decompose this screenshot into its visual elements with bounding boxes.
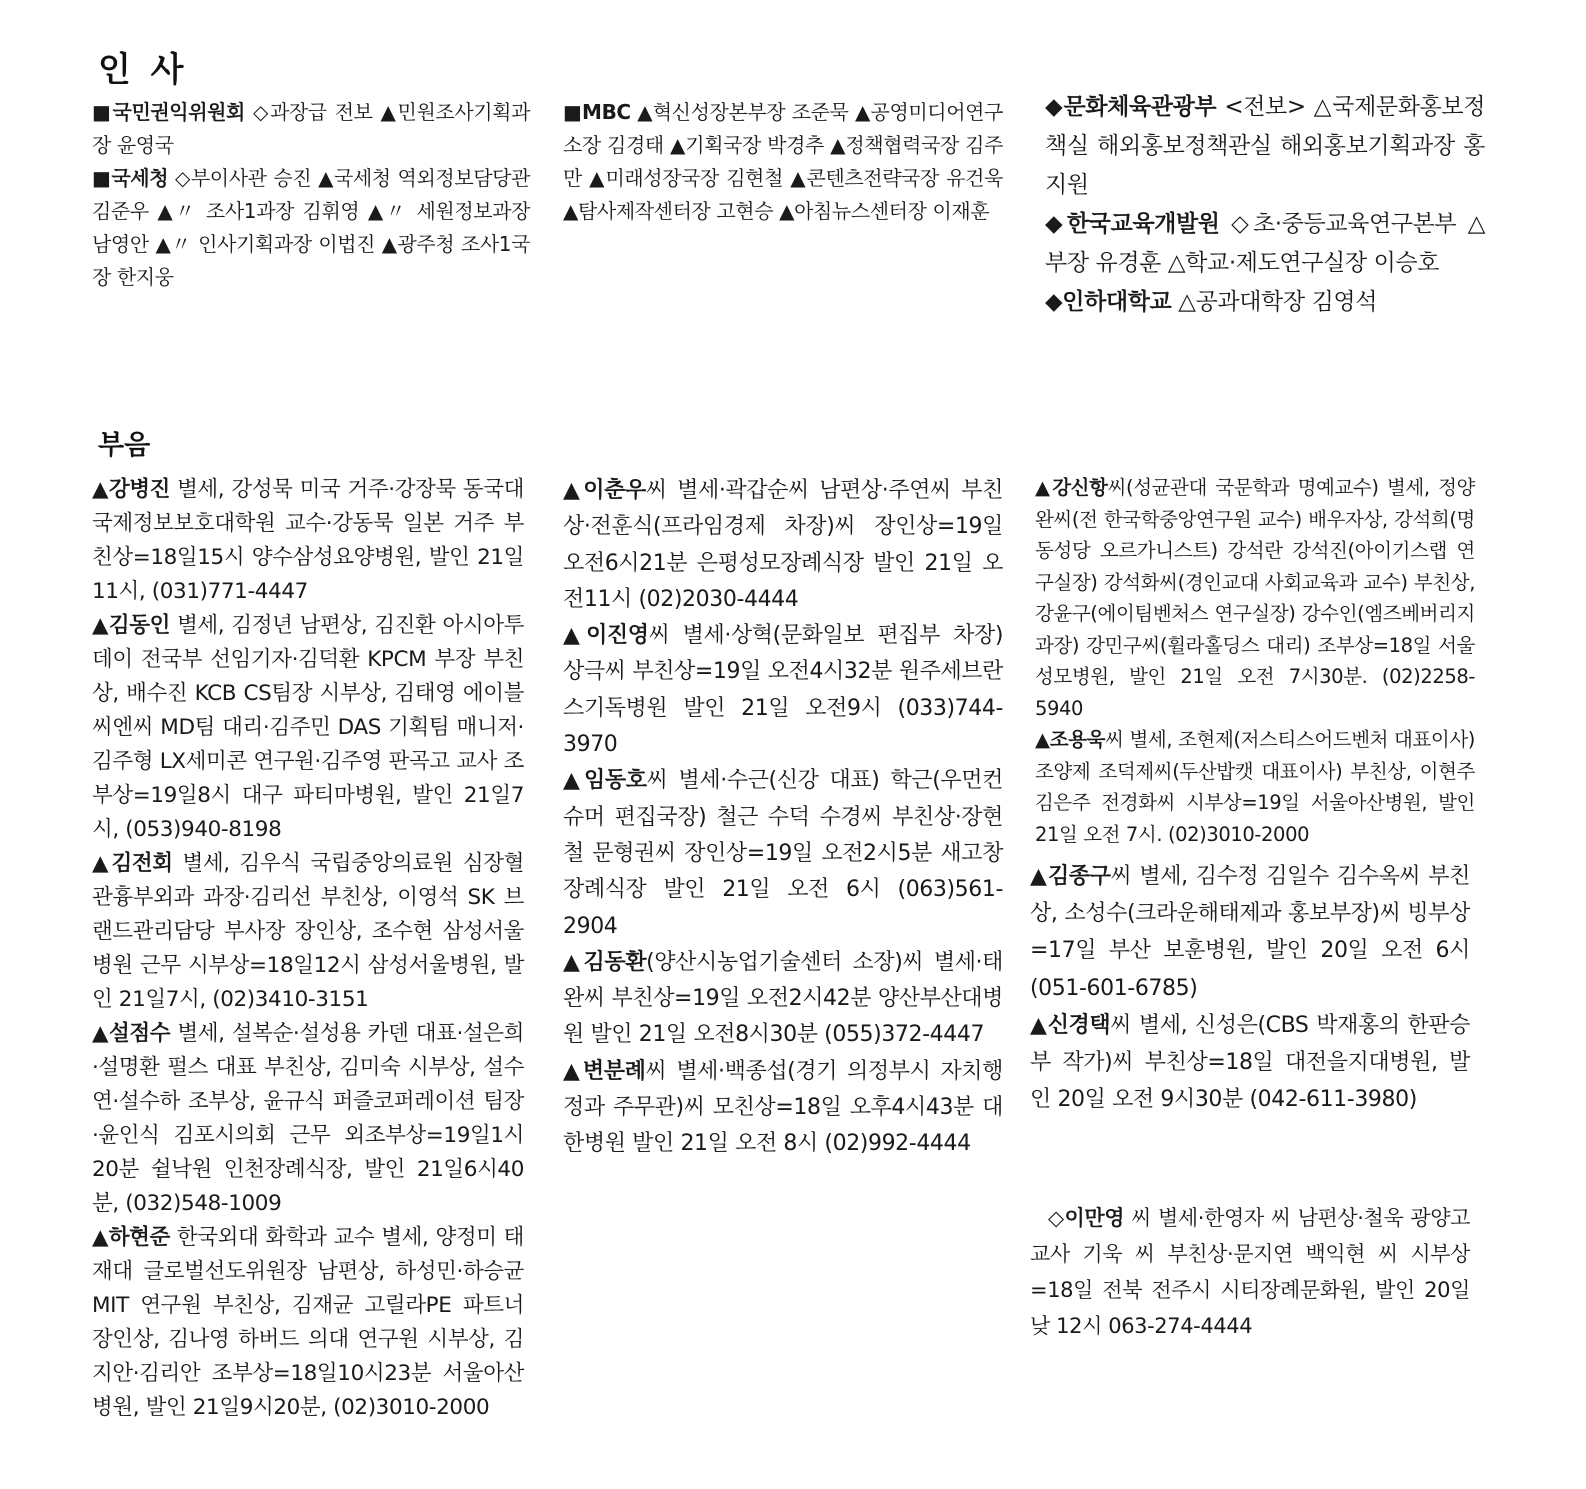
entry — [92, 1017, 524, 1221]
entry-lead: ▲변분례 — [563, 1058, 646, 1084]
entry-lead: ◆인하대학교 — [1045, 289, 1172, 315]
entry-lead: ◆문화체육관광부 — [1045, 94, 1217, 120]
obituary-column-1 — [92, 473, 524, 1425]
entry — [563, 763, 1003, 944]
entry — [92, 96, 530, 162]
entry — [92, 1221, 524, 1425]
entry — [563, 945, 1003, 1054]
entry-lead: ▲김동환 — [563, 949, 647, 975]
entry-lead: ▲이춘우 — [563, 478, 646, 503]
entry-lead: ▲김종구 — [1030, 864, 1111, 889]
entry-lead: ■국세청 — [92, 166, 169, 190]
entry — [92, 847, 524, 1017]
entry-lead: ▲임동호 — [563, 768, 647, 794]
entry-text: 씨 별세·한영자 씨 남편상·철욱 광양고 교사 기욱 씨 부친상·문지연 백익현 씨 시부상=18일 전북 전주시 시티장례문화원, 발인 20일 낮 12시 063-274-4444 — [1030, 1206, 1470, 1338]
entry-text: (양산시농업기술센터 소장)씨 별세·태완씨 부친상=19일 오전2시42분 양산부산대병원 발인 21일 오전8시30분 (055)372-4447 — [563, 949, 1003, 1048]
obituary-column-2 — [563, 473, 1003, 1163]
entry — [92, 162, 530, 294]
entry-lead: ▲조용욱 — [1035, 728, 1106, 751]
entry — [563, 96, 1003, 228]
entry-lead: ▲강병진 — [92, 477, 170, 502]
entry-lead: ▲설점수 — [92, 1021, 171, 1046]
entry-lead: ▲김전회 — [92, 851, 173, 876]
entry-text: 씨 별세·상혁(문화일보 편집부 차장) 상극씨 부친상=19일 오전4시32분 원주세브란스기독병원 발인 21일 오전9시 (033)744-3970 — [563, 623, 1003, 758]
entry-text: 별세, 강성묵 미국 거주·강장묵 동국대 국제정보보호대학원 교수·강동묵 일본 거주 부친상=18일15시 양수삼성요양병원, 발인 21일11시, (031)771-4447 — [92, 477, 524, 604]
entry-lead: ■국민권익위원회 — [92, 100, 245, 124]
entry — [563, 473, 1003, 618]
entry — [563, 1054, 1003, 1163]
entry-text: 별세, 설복순·설성용 카덴 대표·설은희·설명환 펄스 대표 부친상, 김미숙 시부상, 설수연·설수하 조부상, 윤규식 퍼즐코퍼레이션 팀장·윤인식 김포시의회 근무 외조부상=19일1시20분 쉴낙원 인천장례식장, 발인 21일6시40분, (032)548-1009 — [92, 1021, 524, 1216]
entry — [1045, 283, 1485, 322]
personnel-title: 인 사 — [98, 50, 188, 90]
entry-text: ◇초·중등교육연구본부 △부장 유경훈 △학교·제도연구실장 이승호 — [1045, 211, 1485, 276]
entry — [92, 609, 524, 847]
entry — [1030, 1200, 1470, 1344]
obituary-column-3-lower — [1030, 1200, 1470, 1344]
entry-text: 씨 별세·곽갑순씨 남편상·주연씨 부친상·전훈식(프라임경제 차장)씨 장인상=19일 오전6시21분 은평성모장례식장 발인 21일 오전11시 (02)2030-4444 — [563, 478, 1004, 612]
entry-text: 별세, 김정년 남편상, 김진환 아시아투데이 전국부 선임기자·김덕환 KPCM 부장 부친상, 배수진 KCB CS팀장 시부상, 김태영 에이블씨엔씨 MD팀 대리·김주민 DAS 기획팀 매니저·김주형 LX세미콘 연구원·김주영 판곡고 교사 조부상=19일8시 대구 파티마병원, 발인 21일7시, (053)940-8198 — [92, 613, 524, 842]
entry-lead: ◇이만영 — [1048, 1206, 1125, 1230]
entry-lead: ■MBC — [563, 100, 631, 124]
entry — [1030, 858, 1470, 1007]
entry — [563, 618, 1003, 763]
entry-text: 씨 별세·백종섭(경기 의정부시 자치행정과 주무관)씨 모친상=18일 오후4시43분 대한병원 발인 21일 오전 8시 (02)992-4444 — [563, 1058, 1004, 1157]
entry-text: ◇부이사관 승진 ▲국세청 역외정보담당관 김준우 ▲〃 조사1과장 김휘영 ▲〃 세원정보과장 남영안 ▲〃 인사기획과장 이법진 ▲광주청 조사1국장 한지웅 — [92, 166, 530, 289]
personnel-column-3 — [1045, 88, 1485, 322]
entry — [1030, 1007, 1470, 1119]
obituary-column-3-middle — [1030, 858, 1470, 1118]
obituary-title: 부음 — [98, 430, 151, 461]
entry-text: ◇과장급 전보 ▲민원조사기획과장 윤영국 — [92, 100, 530, 157]
personnel-column-1 — [92, 96, 530, 294]
entry-lead: ▲김동인 — [92, 613, 170, 638]
entry-text: 씨 별세·수근(신강 대표) 학근(우먼컨슈머 편집국장) 철근 수덕 수경씨 부친상·장현철 문형권씨 장인상=19일 오전2시5분 새고창장례식장 발인 21일 오전 6시 (063)561-2904 — [563, 768, 1003, 939]
entry — [92, 473, 524, 609]
entry — [1035, 724, 1475, 850]
entry-lead: ▲신경택 — [1030, 1012, 1111, 1038]
entry-text: 씨 별세, 신성은(CBS 박재홍의 한판승부 작가)씨 부친상=18일 대전을지대병원, 발인 20일 오전 9시30분 (042-611-3980) — [1030, 1012, 1470, 1113]
obituary-column-3-upper — [1035, 472, 1475, 850]
entry-text: 씨 별세, 조현제(저스티스어드벤처 대표이사) 조양제 조덕제씨(두산밥캣 대표이사) 부친상, 이현주 김은주 전경화씨 시부상=19일 서울아산병원, 발인 21일 오전 7시. (02)3010-2000 — [1035, 728, 1475, 846]
entry-text: <전보> △국제문화홍보정책실 해외홍보정책관실 해외홍보기획과장 홍지원 — [1045, 94, 1486, 198]
entry-lead: ▲이진영 — [563, 623, 649, 649]
entry-text: ▲혁신성장본부장 조준묵 ▲공영미디어연구소장 김경태 ▲기획국장 박경추 ▲정책협력국장 김주만 ▲미래성장국장 김현철 ▲콘텐츠전략국장 유건욱 ▲탐사제작센터장 고현승 ▲아침뉴스센터장 이재훈 — [563, 100, 1003, 223]
entry — [1035, 472, 1475, 724]
entry-text: 별세, 김우식 국립중앙의료원 심장혈관흉부외과 과장·김리선 부친상, 이영석 SK 브랜드관리담당 부사장 장인상, 조수현 삼성서울병원 근무 시부상=18일12시 삼성서울병원, 발인 21일7시, (02)3410-3151 — [92, 851, 524, 1012]
entry-text: △공과대학장 김영석 — [1171, 289, 1378, 315]
entry-text: 씨(성균관대 국문학과 명예교수) 별세, 정양완씨(전 한국학중앙연구원 교수) 배우자상, 강석희(명동성당 오르가니스트) 강석란 강석진(아이기스랩 연구실장) 강석화씨(경인교대 사회교육과 교수) 부친상, 강윤구(에이팀벤처스 연구실장) 강수인(엠즈베버리지 과장) 강민구씨(휠라홀딩스 대리) 조부상=18일 서울성모병원, 발인 21일 오전 7시30분. (02)2258-5940 — [1035, 476, 1475, 720]
personnel-column-2 — [563, 96, 1003, 228]
entry — [1045, 88, 1485, 205]
entry — [1045, 205, 1485, 283]
entry-lead: ▲강신항 — [1035, 476, 1108, 499]
entry-lead: ▲하현준 — [92, 1225, 170, 1250]
entry-text: 한국외대 화학과 교수 별세, 양정미 태재대 글로벌선도위원장 남편상, 하성민·하승균 MIT 연구원 부친상, 김재균 고릴라PE 파트너 장인상, 김나영 하버드 의대 연구원 시부상, 김지안·김리안 조부상=18일10시23분 서울아산병원, 발인 21일9시20분, (02)3010-2000 — [92, 1225, 524, 1420]
entry-lead: ◆한국교육개발원 — [1045, 211, 1220, 237]
entry-text: 씨 별세, 김수정 김일수 김수옥씨 부친상, 소성수(크라운해태제과 홍보부장)씨 빙부상=17일 부산 보훈병원, 발인 20일 오전 6시(051-601-6785) — [1030, 864, 1471, 1001]
